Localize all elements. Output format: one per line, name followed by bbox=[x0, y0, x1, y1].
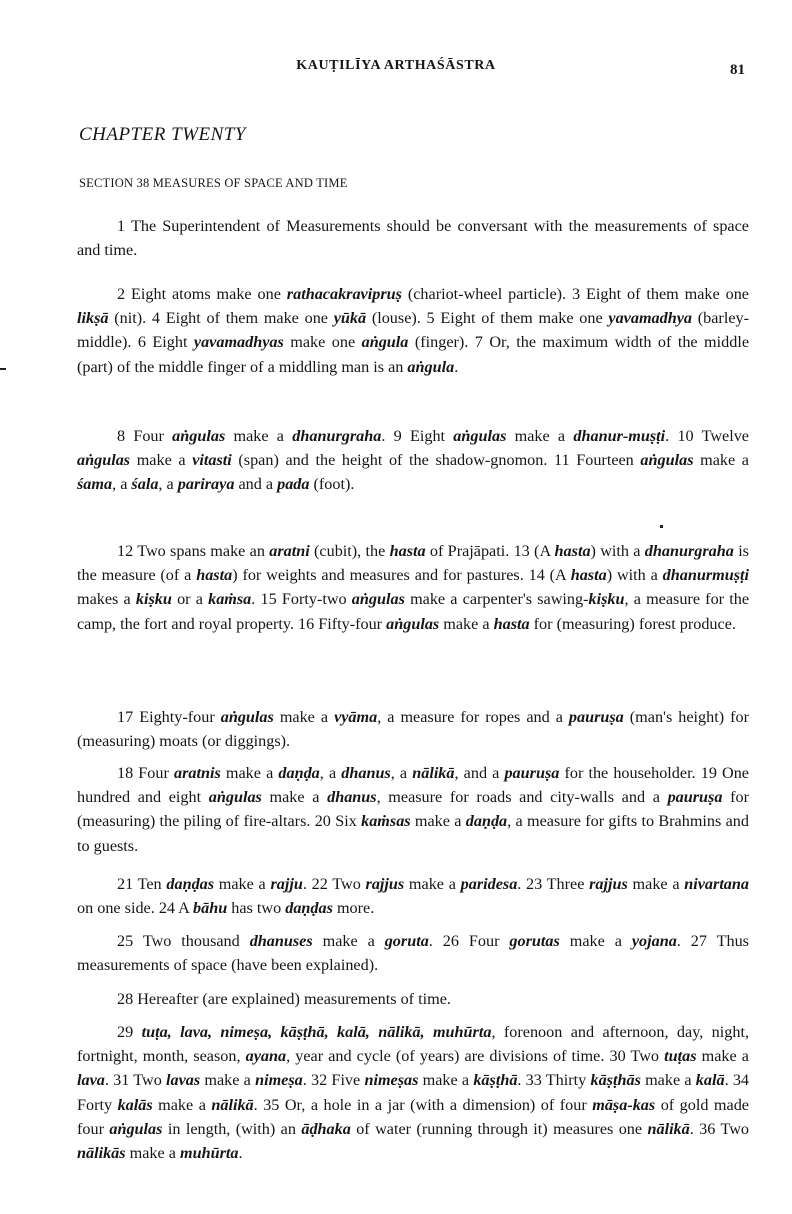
sanskrit-term: aṅgulas bbox=[386, 614, 440, 633]
text-run: more. bbox=[332, 899, 375, 918]
sanskrit-term: nimeṣas bbox=[364, 1071, 419, 1090]
text-run: . bbox=[238, 1144, 243, 1163]
text-run: has two bbox=[227, 899, 286, 918]
text-run: 2 Eight atoms make one bbox=[117, 285, 287, 303]
text-run: (chariot-wheel particle). 3 Eight of them make one bbox=[401, 285, 749, 303]
text-run: . bbox=[454, 357, 459, 376]
text-run: is the measure (of a bbox=[77, 542, 749, 585]
sanskrit-term: hasta bbox=[554, 542, 591, 560]
text-run: , and a bbox=[454, 764, 505, 782]
text-run: , measure for roads and city-walls and a bbox=[376, 788, 668, 807]
text-run: make a bbox=[261, 788, 328, 807]
text-run: make a carpenter's sawing- bbox=[404, 590, 589, 609]
sanskrit-term: gorutas bbox=[509, 932, 560, 950]
paragraph-10 bbox=[77, 1020, 749, 1165]
sanskrit-term: daṇḍas bbox=[166, 875, 215, 893]
text-run: 8 Four bbox=[117, 427, 173, 445]
sanskrit-term: aratni bbox=[269, 542, 310, 560]
text-run: 29 bbox=[117, 1023, 142, 1041]
text-run: make a bbox=[130, 451, 193, 470]
sanskrit-term: kaṁsas bbox=[361, 812, 411, 831]
text-run: (span) and the height of the shadow-gnomon. 11 Fourteen bbox=[231, 451, 641, 470]
text-run: , a measure for ropes and a bbox=[377, 708, 569, 726]
paragraph-3 bbox=[77, 424, 749, 497]
sanskrit-term: nālikā bbox=[647, 1119, 690, 1138]
sanskrit-term: aṅgulas bbox=[109, 1119, 163, 1138]
sanskrit-term: hasta bbox=[570, 566, 607, 585]
sanskrit-term: kiṣku bbox=[135, 590, 172, 609]
text-run: make a bbox=[200, 1071, 256, 1090]
paragraph-2 bbox=[77, 282, 749, 379]
sanskrit-term: vyāma bbox=[334, 708, 378, 726]
text-run: . 10 Twelve bbox=[665, 427, 749, 445]
sanskrit-term: kalās bbox=[117, 1095, 153, 1114]
paragraph-9 bbox=[77, 987, 749, 1011]
text-run: , year and cycle (of years) are divisions of time. 30 Two bbox=[286, 1047, 665, 1066]
sanskrit-term: aratnis bbox=[174, 764, 221, 782]
sanskrit-term: vitasti bbox=[192, 451, 232, 470]
text-run: . 27 Thus measurements of space (have been explained). bbox=[77, 932, 749, 975]
sanskrit-term: dhanus bbox=[341, 764, 391, 782]
sanskrit-term: māṣa-kas bbox=[592, 1095, 656, 1114]
text-run: (foot). bbox=[309, 475, 355, 494]
margin-mark bbox=[660, 525, 663, 528]
text-run: ) with a bbox=[590, 542, 645, 560]
sanskrit-term: paridesa bbox=[460, 875, 518, 893]
text-run: (louse). 5 Eight of them make one bbox=[366, 309, 609, 328]
text-run: in length, (with) an bbox=[162, 1119, 302, 1138]
text-run: make a bbox=[152, 1095, 212, 1114]
text-run: . 33 Thirty bbox=[517, 1071, 591, 1090]
paragraph-8 bbox=[77, 929, 749, 977]
text-run: make a bbox=[225, 427, 293, 445]
text-run: on one side. 24 A bbox=[77, 899, 194, 918]
sanskrit-term: hasta bbox=[389, 542, 426, 560]
text-run: 21 Ten bbox=[117, 875, 167, 893]
text-run: . 35 Or, a hole in a jar (with a dimension) of four bbox=[253, 1095, 593, 1114]
text-run: make a bbox=[220, 764, 279, 782]
sanskrit-term: aṅgulas bbox=[640, 451, 694, 470]
text-run: 1 The Superintendent of Measurements should be conversant with the measurements of space and time. bbox=[77, 217, 749, 260]
sanskrit-term: aṅgula bbox=[361, 333, 409, 352]
paragraph-7 bbox=[77, 872, 749, 920]
sanskrit-term: aṅgulas bbox=[220, 708, 274, 726]
text-run: 18 Four bbox=[117, 764, 174, 782]
running-head: KAUṬILĪYA ARTHAŚĀSTRA bbox=[296, 58, 496, 73]
text-run: , a measure for the camp, the fort and royal property. 16 Fifty-four bbox=[77, 590, 750, 633]
text-run: make a bbox=[125, 1144, 180, 1163]
text-run: (nit). 4 Eight of them make one bbox=[108, 309, 334, 328]
sanskrit-term: kaṁsa bbox=[208, 590, 252, 609]
text-run: . 15 Forty-two bbox=[251, 590, 352, 609]
text-run: and a bbox=[234, 475, 278, 494]
sanskrit-term: śala bbox=[131, 475, 159, 494]
sanskrit-term: daṇḍas bbox=[285, 899, 333, 918]
sanskrit-term: tuṭas bbox=[664, 1047, 697, 1066]
text-run: , a bbox=[158, 475, 178, 494]
sanskrit-term: rajju bbox=[270, 875, 303, 893]
sanskrit-term: pauruṣa bbox=[667, 788, 723, 807]
text-run: of Prajāpati. 13 (A bbox=[425, 542, 555, 560]
text-run: . 34 Forty bbox=[77, 1071, 750, 1114]
sanskrit-term: dhanur-muṣṭi bbox=[573, 427, 666, 445]
text-run: make a bbox=[404, 875, 461, 893]
page-number: 81 bbox=[730, 62, 745, 78]
sanskrit-term: lava bbox=[77, 1071, 105, 1090]
sanskrit-term: nālikās bbox=[77, 1144, 126, 1163]
text-run: 28 Hereafter (are explained) measurements of time. bbox=[117, 990, 451, 1008]
sanskrit-term: bāhu bbox=[193, 899, 228, 918]
text-run: for (measuring) forest produce. bbox=[529, 614, 736, 633]
sanskrit-term: nālikā bbox=[412, 764, 455, 782]
text-run: make a bbox=[439, 614, 494, 633]
text-run: ) with a bbox=[606, 566, 663, 585]
text-run: make a bbox=[312, 932, 385, 950]
sanskrit-term: āḍhaka bbox=[301, 1119, 351, 1138]
sanskrit-term: likṣā bbox=[77, 309, 109, 328]
sanskrit-term: aṅgulas bbox=[208, 788, 262, 807]
text-run: (man's height) for (measuring) moats (or diggings). bbox=[77, 708, 749, 751]
sanskrit-term: dhanurgraha bbox=[292, 427, 382, 445]
sanskrit-term: aṅgulas bbox=[77, 451, 131, 470]
text-run: , a bbox=[319, 764, 342, 782]
text-run: . 23 Three bbox=[517, 875, 590, 893]
sanskrit-term: dhanuses bbox=[249, 932, 313, 950]
text-run: 12 Two spans make an bbox=[117, 542, 270, 560]
sanskrit-term: nimeṣa bbox=[255, 1071, 303, 1090]
sanskrit-term: yūkā bbox=[333, 309, 367, 328]
margin-mark bbox=[0, 368, 6, 370]
text-run: , a bbox=[112, 475, 132, 494]
text-run: make a bbox=[214, 875, 271, 893]
text-run: . 31 Two bbox=[104, 1071, 167, 1090]
sanskrit-term: dhanurmuṣṭi bbox=[662, 566, 750, 585]
sanskrit-term: hasta bbox=[196, 566, 233, 585]
sanskrit-term: aṅgulas bbox=[172, 427, 226, 445]
sanskrit-term: kāṣṭhās bbox=[590, 1071, 641, 1090]
sanskrit-term: kiṣku bbox=[588, 590, 625, 609]
text-run: , a bbox=[390, 764, 413, 782]
text-run: . 26 Four bbox=[428, 932, 510, 950]
text-run: ) for weights and measures and for pastures. 14 (A bbox=[232, 566, 571, 585]
sanskrit-term: yojana bbox=[631, 932, 677, 950]
section-title: SECTION 38 MEASURES OF SPACE AND TIME bbox=[79, 176, 348, 190]
text-run: , forenoon and afternoon, day, night, fortnight, month, season, bbox=[77, 1023, 750, 1066]
text-run: of water (running through it) measures one bbox=[350, 1119, 648, 1138]
sanskrit-term: pauruṣa bbox=[504, 764, 560, 782]
text-run: make one bbox=[283, 333, 362, 352]
sanskrit-term: aṅgulas bbox=[453, 427, 507, 445]
text-run: for (measuring) the piling of fire-altars. 20 Six bbox=[77, 788, 749, 831]
sanskrit-term: nālikā bbox=[211, 1095, 254, 1114]
text-run: (finger). 7 Or, the maximum width of the middle (part) of the middle finger of a middling man is an bbox=[77, 333, 749, 376]
paragraph-4 bbox=[77, 539, 749, 636]
text-run: or a bbox=[171, 590, 209, 609]
sanskrit-term: nivartana bbox=[684, 875, 750, 893]
text-run: make a bbox=[410, 812, 466, 831]
text-run: make a bbox=[418, 1071, 474, 1090]
sanskrit-term: ayana bbox=[245, 1047, 287, 1066]
sanskrit-term: rajjus bbox=[589, 875, 628, 893]
sanskrit-term: rajjus bbox=[365, 875, 405, 893]
sanskrit-term: dhanurgraha bbox=[644, 542, 734, 560]
text-run: 17 Eighty-four bbox=[117, 708, 221, 726]
sanskrit-term: yavamadhya bbox=[608, 309, 693, 328]
paragraph-6 bbox=[77, 761, 749, 858]
text-run: make a bbox=[627, 875, 685, 893]
text-run: make a bbox=[273, 708, 335, 726]
text-run: . 32 Five bbox=[302, 1071, 365, 1090]
sanskrit-term: hasta bbox=[493, 614, 530, 633]
text-run: , a measure for gifts to Brahmins and to guests. bbox=[77, 812, 749, 855]
sanskrit-term: tuṭa, lava, nimeṣa, kāṣṭhā, kalā, nālikā, muhūrta bbox=[141, 1023, 492, 1041]
sanskrit-term: daṇḍa bbox=[278, 764, 320, 782]
paragraph-1 bbox=[77, 214, 749, 262]
text-run: . 22 Two bbox=[302, 875, 366, 893]
text-run: 25 Two thousand bbox=[117, 932, 250, 950]
sanskrit-term: pada bbox=[277, 475, 310, 494]
sanskrit-term: muhūrta bbox=[179, 1144, 239, 1163]
text-run: make a bbox=[693, 451, 749, 470]
sanskrit-term: lavas bbox=[166, 1071, 201, 1090]
sanskrit-term: aṅgula bbox=[407, 357, 455, 376]
text-run: (cubit), the bbox=[309, 542, 390, 560]
text-run: make a bbox=[696, 1047, 749, 1066]
text-run: . 36 Two bbox=[689, 1119, 750, 1138]
text-run: . 9 Eight bbox=[381, 427, 454, 445]
paragraph-5 bbox=[77, 705, 749, 753]
sanskrit-term: rathacakravipruṣ bbox=[286, 285, 402, 303]
text-run: for the householder. 19 One hundred and eight bbox=[77, 764, 749, 807]
sanskrit-term: daṇḍa bbox=[465, 812, 508, 831]
text-run: make a bbox=[640, 1071, 696, 1090]
chapter-title: CHAPTER TWENTY bbox=[79, 124, 246, 145]
sanskrit-term: goruta bbox=[384, 932, 429, 950]
sanskrit-term: yavamadhyas bbox=[193, 333, 284, 352]
text-run: make a bbox=[506, 427, 574, 445]
text-run: makes a bbox=[77, 590, 136, 609]
sanskrit-term: kāṣṭhā bbox=[473, 1071, 518, 1090]
sanskrit-term: pariraya bbox=[177, 475, 235, 494]
sanskrit-term: aṅgulas bbox=[351, 590, 405, 609]
text-run: (barley-middle). 6 Eight bbox=[77, 309, 749, 352]
text-run: make a bbox=[559, 932, 632, 950]
sanskrit-term: dhanus bbox=[327, 788, 377, 807]
text-run: of gold made four bbox=[77, 1095, 749, 1138]
sanskrit-term: kalā bbox=[695, 1071, 725, 1090]
sanskrit-term: pauruṣa bbox=[568, 708, 624, 726]
sanskrit-term: śama bbox=[77, 475, 113, 494]
